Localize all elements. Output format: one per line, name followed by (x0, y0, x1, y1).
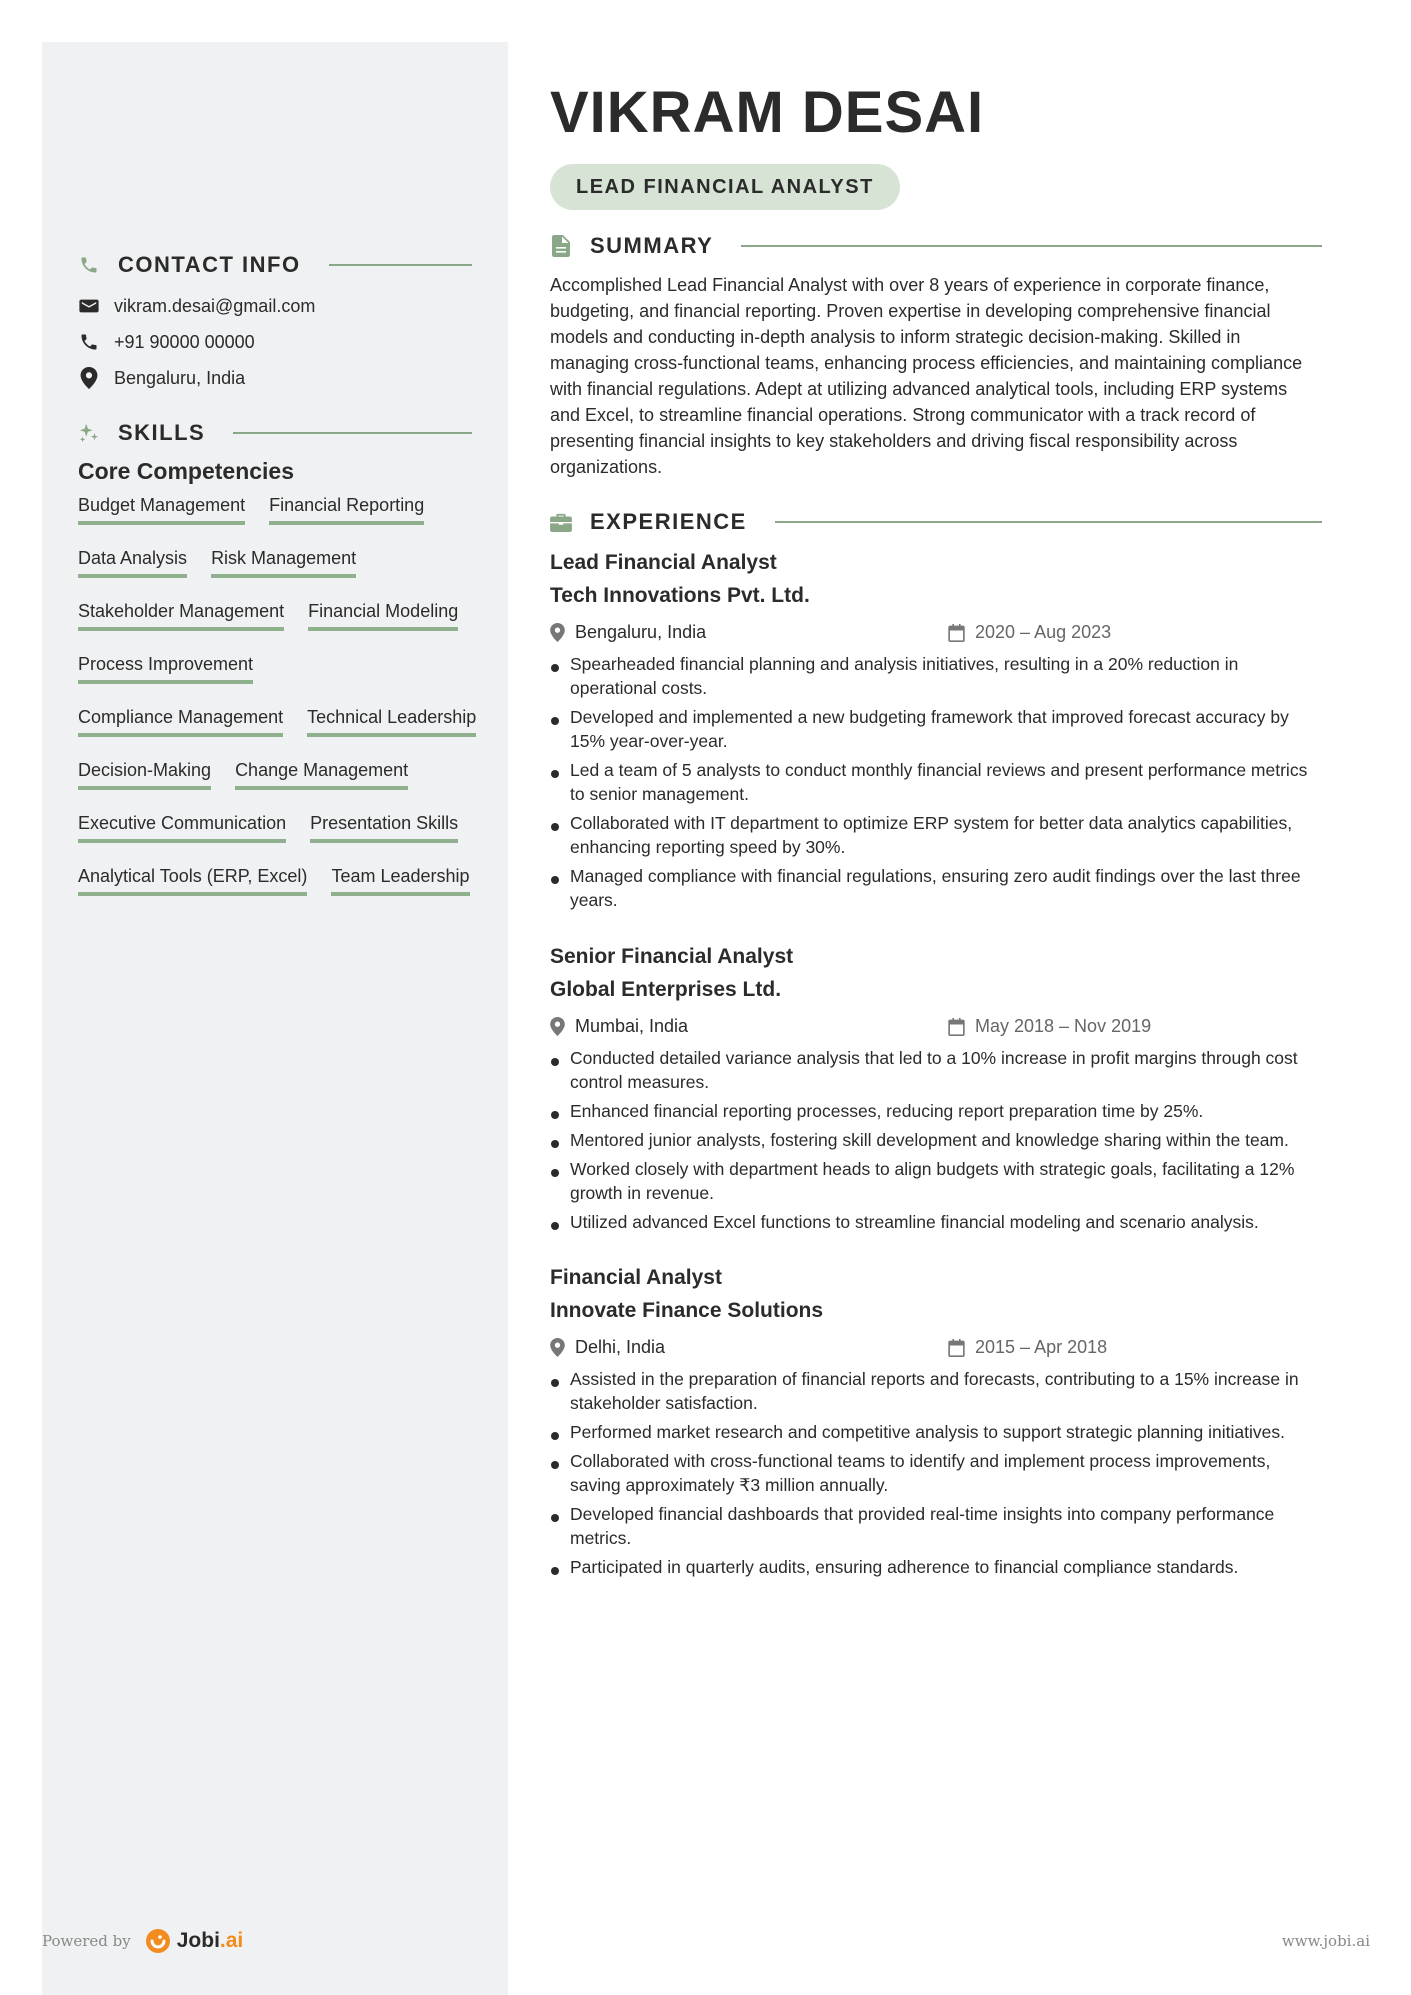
job-meta (550, 618, 1322, 650)
job-bullet: Assisted in the preparation of financial reports and forecasts, contributing to a 15% increase in stakeholder satisfaction. (550, 1367, 1322, 1415)
skill-tag: Budget Management (78, 492, 245, 525)
brand-name: Jobi (176, 1929, 220, 1952)
location-pin-icon (550, 1017, 565, 1036)
phone-icon (78, 254, 100, 276)
skill-tag: Executive Communication (78, 810, 286, 843)
email-text: vikram.desai@gmail.com (114, 295, 316, 316)
skill-tag: Data Analysis (78, 545, 187, 578)
job-bullet: Enhanced financial reporting processes, reducing report preparation time by 25%. (550, 1099, 1322, 1123)
summary-section-title: SUMMARY (590, 233, 714, 258)
summary-paragraph: Accomplished Lead Financial Analyst with over 8 years of experience in corporate finance, budgeting, and financial reporting. Proven expertise in developing comprehensive financial models and conducting in-depth analysis to inform strategic decision-making. Skilled in managing cross-functional teams, enhancing process efficiencies, and maintaining compliance with financial regulations. Adept at utilizing advanced analytical tools, including ERP systems and Excel, to streamline financial operations. Strong communicator with a track record of presenting financial insights to key stakeholders and driving fiscal responsibility across organizations. (550, 275, 1303, 477)
job-role: Lead Financial Analyst (550, 551, 777, 574)
experience-section-heading (550, 507, 1322, 537)
jobi-logo[interactable] (145, 1928, 244, 1954)
brand-suffix: .ai (219, 1929, 244, 1952)
phone-text: +91 90000 00000 (114, 331, 255, 352)
job-meta (550, 1012, 1322, 1044)
location-pin-icon (550, 623, 565, 642)
candidate-name: VIKRAM DESAI (550, 80, 985, 145)
contact-section-heading (78, 250, 472, 280)
job-bullet: Developed and implemented a new budgeting framework that improved forecast accuracy by 15% year-over-year. (550, 705, 1322, 753)
skills-subheading: Core Competencies (78, 458, 295, 484)
job-dates (948, 1016, 1151, 1037)
job-company: Tech Innovations Pvt. Ltd. (550, 584, 810, 607)
section-divider (741, 245, 1322, 247)
skills-section-title: SKILLS (118, 420, 206, 445)
job-dates-text: 2015 – Apr 2018 (975, 1337, 1108, 1357)
job-bullet: Managed compliance with financial regulations, ensuring zero audit findings over the last three years. (550, 864, 1322, 912)
briefcase-icon (550, 511, 572, 533)
job-bullet: Participated in quarterly audits, ensuring adherence to financial compliance standards. (550, 1555, 1322, 1579)
job-bullets (550, 1367, 1322, 1579)
phone-icon (78, 331, 100, 353)
skill-tag: Decision-Making (78, 757, 211, 790)
jobi-logo-icon (145, 1928, 171, 1954)
job-role: Financial Analyst (550, 1266, 722, 1289)
experience-entry (550, 1261, 1322, 1584)
job-dates-text: 2020 – Aug 2023 (975, 622, 1112, 642)
skills-section-heading (78, 418, 472, 448)
job-location (550, 1337, 665, 1358)
job-location-text: Mumbai, India (575, 1016, 689, 1036)
location-pin-icon (78, 367, 100, 389)
skill-tag: Financial Modeling (308, 598, 458, 631)
calendar-icon (948, 1018, 965, 1036)
skills-list (78, 492, 478, 896)
job-dates (948, 1337, 1107, 1358)
job-bullet: Collaborated with IT department to optimize ERP system for better data analytics capabilities, enhancing reporting speed by 30%. (550, 811, 1322, 859)
website-link[interactable]: www.jobi.ai (1281, 1932, 1370, 1950)
job-location-text: Delhi, India (575, 1337, 666, 1357)
job-bullet: Developed financial dashboards that provided real-time insights into company performance metrics. (550, 1502, 1322, 1550)
summary-section-heading (550, 231, 1322, 261)
skill-tag: Stakeholder Management (78, 598, 284, 631)
job-bullet: Worked closely with department heads to align budgets with strategic goals, facilitating a 12% growth in revenue. (550, 1157, 1322, 1205)
calendar-icon (948, 1339, 965, 1357)
job-bullets (550, 652, 1322, 912)
job-bullet: Spearheaded financial planning and analysis initiatives, resulting in a 20% reduction in operational costs. (550, 652, 1322, 700)
sparkle-icon (78, 422, 100, 444)
section-divider (775, 521, 1322, 523)
powered-by-text: Powered by (42, 1932, 131, 1950)
contact-section-title: CONTACT INFO (118, 252, 301, 277)
job-meta (550, 1333, 1322, 1365)
job-company: Innovate Finance Solutions (550, 1299, 824, 1322)
skill-tag: Compliance Management (78, 704, 283, 737)
skill-tag: Presentation Skills (310, 810, 458, 843)
job-bullet: Mentored junior analysts, fostering skill development and knowledge sharing within the team. (550, 1128, 1322, 1152)
skill-tag: Team Leadership (331, 863, 469, 896)
document-icon (550, 235, 572, 257)
section-divider (233, 432, 472, 434)
job-bullet: Performed market research and competitive analysis to support strategic planning initiatives. (550, 1420, 1322, 1444)
job-dates-text: May 2018 – Nov 2019 (975, 1016, 1152, 1036)
job-location (550, 1016, 688, 1037)
job-dates (948, 622, 1111, 643)
experience-section-title: EXPERIENCE (590, 509, 747, 534)
contact-phone[interactable] (78, 331, 255, 353)
skill-tag: Change Management (235, 757, 408, 790)
powered-by-footer[interactable] (42, 1928, 243, 1954)
experience-entry (550, 546, 1322, 917)
job-bullet: Utilized advanced Excel functions to streamline financial modeling and scenario analysis. (550, 1210, 1322, 1234)
job-location (550, 622, 706, 643)
job-bullet: Conducted detailed variance analysis that led to a 10% increase in profit margins through cost control measures. (550, 1046, 1322, 1094)
email-icon (78, 295, 100, 317)
job-location-text: Bengaluru, India (575, 622, 707, 642)
job-bullet: Led a team of 5 analysts to conduct monthly financial reviews and present performance metrics to senior management. (550, 758, 1322, 806)
job-bullet: Collaborated with cross-functional teams to identify and implement process improvements, saving approximately ₹3 million annually. (550, 1449, 1322, 1497)
location-text: Bengaluru, India (114, 367, 246, 388)
section-divider (329, 264, 472, 266)
contact-email[interactable] (78, 295, 315, 317)
skill-tag: Risk Management (211, 545, 356, 578)
job-title-badge: LEAD FINANCIAL ANALYST (550, 164, 900, 210)
job-bullets (550, 1046, 1322, 1234)
location-pin-icon (550, 1338, 565, 1357)
skill-tag: Analytical Tools (ERP, Excel) (78, 863, 307, 896)
calendar-icon (948, 624, 965, 642)
experience-entry (550, 940, 1322, 1239)
job-company: Global Enterprises Ltd. (550, 978, 782, 1001)
skill-tag: Technical Leadership (307, 704, 476, 737)
contact-location (78, 367, 245, 389)
skill-tag: Process Improvement (78, 651, 253, 684)
job-role: Senior Financial Analyst (550, 945, 794, 968)
skill-tag: Financial Reporting (269, 492, 424, 525)
